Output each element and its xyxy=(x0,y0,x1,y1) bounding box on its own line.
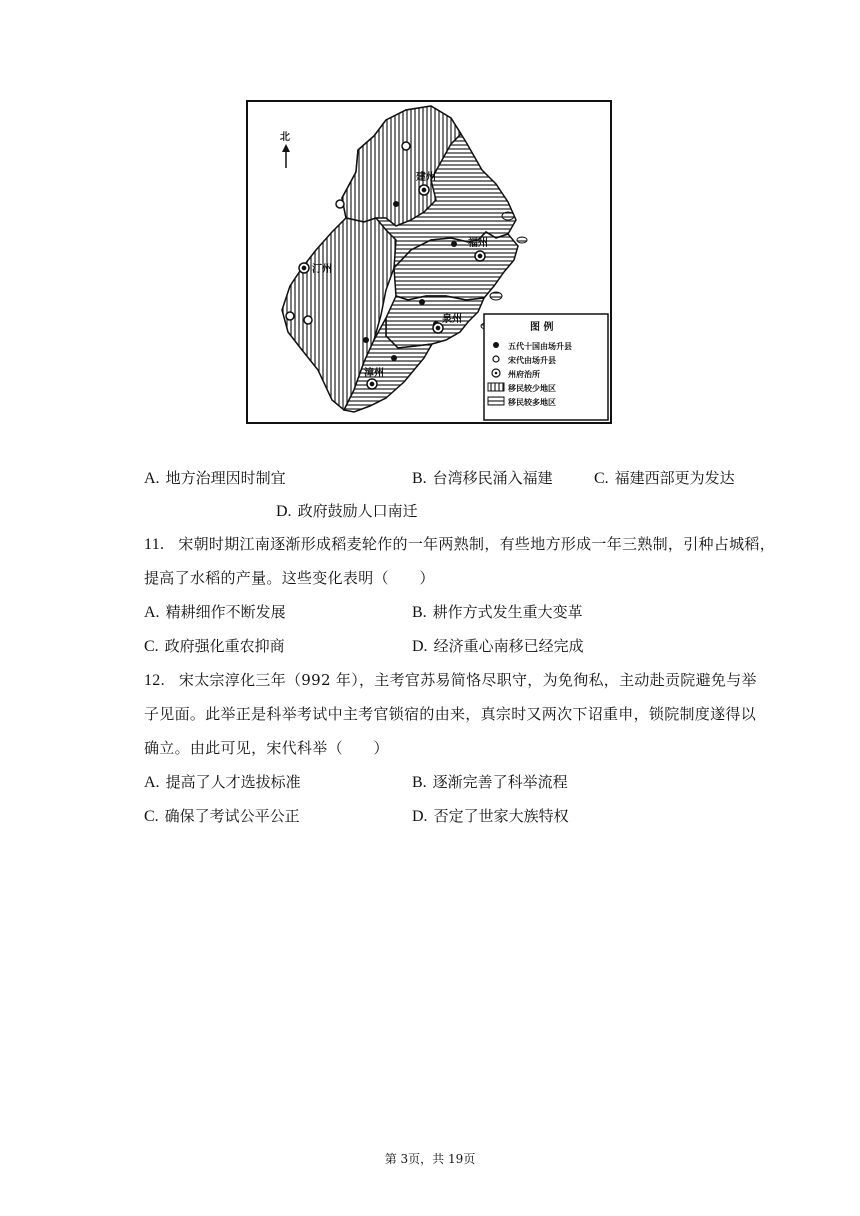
question-number: 11. xyxy=(144,536,165,553)
option-letter: B. xyxy=(412,470,427,487)
option-text: 政府鼓励人口南迁 xyxy=(297,502,418,520)
q12-option-a[interactable] xyxy=(144,772,301,793)
option-text: 政府强化重农抑商 xyxy=(164,637,285,655)
q11-stem-text1: 宋朝时期江南逐渐形成稻麦轮作的一年两熟制，有些地方形成一年三熟制，引种占城稻， xyxy=(178,535,776,553)
q12-option-d[interactable] xyxy=(412,806,569,827)
q12-option-c[interactable] xyxy=(144,806,300,827)
option-text: 精耕细作不断发展 xyxy=(165,603,286,621)
option-text: 提高了人才选拔标准 xyxy=(165,773,301,791)
q11-option-d[interactable] xyxy=(412,636,584,657)
q11-stem-line1 xyxy=(144,534,775,555)
q11-stem-line2: 提高了水稻的产量。这些变化表明（ ） xyxy=(144,569,435,587)
q10-option-c[interactable] xyxy=(594,468,735,489)
q12-stem-line1 xyxy=(144,670,757,691)
option-letter: C. xyxy=(594,470,609,487)
legend-item-4: 移民较少地区 xyxy=(508,383,556,393)
page-footer: 第 3页，共 19页 xyxy=(384,1152,476,1166)
city-label-jianzhou: 建州 xyxy=(416,172,436,183)
option-letter: D. xyxy=(412,638,428,655)
q10-option-d[interactable] xyxy=(276,501,418,522)
option-text: 经济重心南移已经完成 xyxy=(433,637,584,655)
legend-item-1: 五代十国由场升县 xyxy=(508,341,572,351)
q11-option-c[interactable] xyxy=(144,636,285,657)
legend-title: 图 例 xyxy=(530,322,554,333)
option-letter: A. xyxy=(144,470,160,487)
option-text: 耕作方式发生重大变革 xyxy=(432,603,583,621)
fujian-map xyxy=(246,100,612,424)
city-label-quanzhou: 泉州 xyxy=(442,314,462,325)
option-letter: A. xyxy=(144,774,160,791)
option-letter: C. xyxy=(144,808,159,825)
q12-stem-line2: 子见面。此举正是科举考试中主考官锁宿的由来，真宗时又两次下诏重申，锁院制度遂得以 xyxy=(144,705,757,723)
north-label: 北 xyxy=(280,132,290,143)
option-letter: D. xyxy=(412,808,428,825)
option-text: 否定了世家大族特权 xyxy=(433,807,569,825)
legend-item-2: 宋代由场升县 xyxy=(508,355,556,365)
question-number: 12. xyxy=(144,672,165,689)
q12-option-b[interactable] xyxy=(412,772,568,793)
option-letter: B. xyxy=(412,774,427,791)
fujian-map-figure xyxy=(246,100,612,424)
q12-stem-text1: 宋太宗淳化三年（992 年），主考官苏易简恪尽职守，为免徇私，主动赴贡院避免与举 xyxy=(178,671,757,689)
map-legend xyxy=(484,314,608,420)
legend-item-3: 州府治所 xyxy=(508,369,540,379)
option-text: 确保了考试公平公正 xyxy=(164,807,300,825)
q12-stem-line3: 确立。由此可见，宋代科举（ ） xyxy=(144,739,389,757)
q11-option-a[interactable] xyxy=(144,602,286,623)
option-text: 台湾移民涌入福建 xyxy=(432,469,553,487)
option-letter: C. xyxy=(144,638,159,655)
option-letter: D. xyxy=(276,503,292,520)
option-text: 逐渐完善了科举流程 xyxy=(432,773,568,791)
q10-option-a[interactable] xyxy=(144,468,286,489)
city-label-zhangzhou: 漳州 xyxy=(364,368,384,379)
city-label-fuzhou: 福州 xyxy=(468,238,488,249)
option-letter: B. xyxy=(412,604,427,621)
q10-option-b[interactable] xyxy=(412,468,553,489)
legend-item-5: 移民较多地区 xyxy=(508,397,556,407)
option-text: 地方治理因时制宜 xyxy=(165,469,286,487)
q11-option-b[interactable] xyxy=(412,602,583,623)
city-label-tingzhou: 汀州 xyxy=(312,264,332,275)
option-letter: A. xyxy=(144,604,160,621)
option-text: 福建西部更为发达 xyxy=(614,469,735,487)
